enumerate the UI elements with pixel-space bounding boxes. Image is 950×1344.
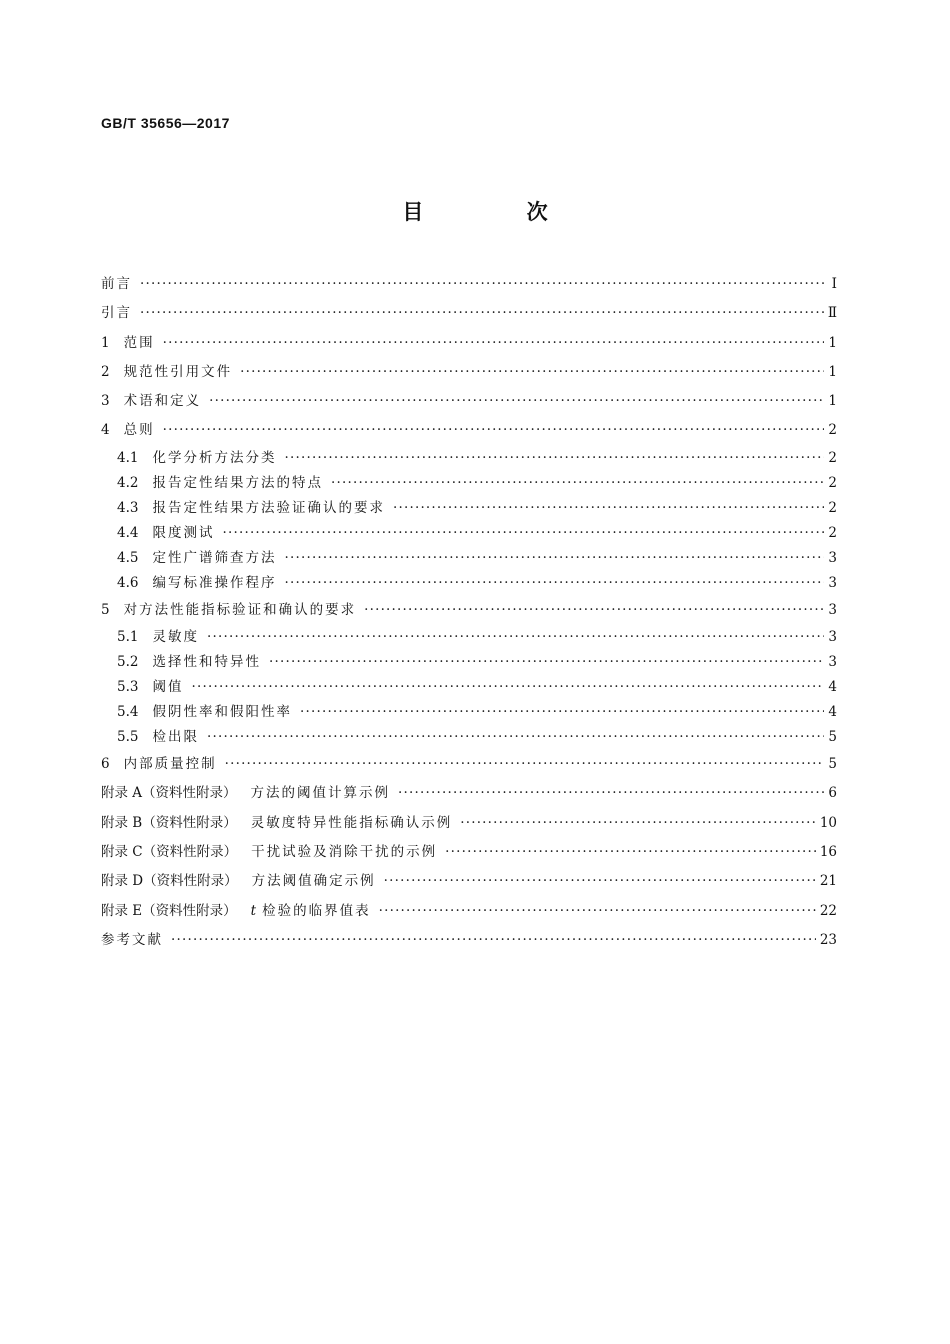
table-of-contents — [101, 270, 837, 955]
toc-number: 1 — [101, 334, 110, 351]
standard-code: GB/T 35656—2017 — [101, 115, 230, 131]
toc-label: 化学分析方法分类 — [152, 449, 277, 466]
toc-number: 4.4 — [117, 524, 139, 541]
toc-entry-4-4[interactable] — [101, 521, 837, 546]
toc-label: 选择性和特异性 — [152, 654, 261, 671]
dot-leader — [209, 387, 824, 416]
toc-entry-preface[interactable] — [101, 270, 837, 299]
toc-number: 4.3 — [117, 499, 139, 516]
toc-entry-6[interactable] — [101, 750, 837, 779]
toc-page: Ⅱ — [827, 305, 837, 322]
toc-page: 5 — [828, 756, 837, 773]
toc-number: 5.4 — [117, 704, 139, 721]
toc-page: 2 — [828, 449, 837, 466]
toc-page: 3 — [828, 601, 837, 618]
toc-page: 16 — [819, 843, 837, 860]
dot-leader — [163, 416, 825, 445]
toc-label: 总则 — [123, 422, 155, 439]
toc-label: 规范性引用文件 — [123, 363, 233, 380]
toc-number: 5.5 — [117, 729, 139, 746]
toc-appendix-prefix: 附录 B（资料性附录） — [101, 814, 237, 831]
dot-leader — [163, 329, 825, 358]
dot-leader — [284, 446, 824, 471]
toc-entry-5-4[interactable] — [101, 700, 837, 725]
toc-number: 4.5 — [117, 549, 139, 566]
dot-leader — [460, 809, 816, 838]
toc-number: 5.3 — [117, 679, 139, 696]
toc-entry-4-5[interactable] — [101, 546, 837, 571]
toc-label: 灵敏度特异性能指标确认示例 — [250, 814, 453, 831]
toc-number: 5.2 — [117, 654, 139, 671]
dot-leader — [300, 700, 824, 725]
toc-entry-5-2[interactable] — [101, 650, 837, 675]
toc-label: 编写标准操作程序 — [152, 574, 277, 591]
dot-leader — [284, 571, 824, 596]
toc-entry-5-1[interactable] — [101, 625, 837, 650]
toc-page: 3 — [828, 549, 837, 566]
dot-leader — [240, 358, 824, 387]
toc-page: 5 — [828, 729, 837, 746]
toc-appendix-prefix: 附录 E（资料性附录） — [101, 902, 237, 919]
toc-entry-appendix-d[interactable] — [101, 867, 837, 896]
toc-page: 21 — [819, 873, 837, 890]
toc-page: 4 — [828, 679, 837, 696]
toc-page: 2 — [828, 422, 837, 439]
toc-label: 报告定性结果方法的特点 — [152, 474, 323, 491]
toc-entry-5-5[interactable] — [101, 725, 837, 750]
dot-leader — [379, 897, 816, 926]
page-title: 目 次 — [402, 200, 596, 224]
toc-page: 3 — [828, 654, 837, 671]
toc-entry-3[interactable] — [101, 387, 837, 416]
toc-entry-4-6[interactable] — [101, 571, 837, 596]
dot-leader — [222, 521, 824, 546]
t-symbol: t — [250, 902, 257, 919]
toc-label: 定性广谱筛查方法 — [152, 549, 277, 566]
toc-entry-1[interactable] — [101, 329, 837, 358]
toc-page: 2 — [828, 474, 837, 491]
toc-page: 2 — [828, 499, 837, 516]
toc-label: 对方法性能指标验证和确认的要求 — [123, 601, 357, 618]
toc-label: 干扰试验及消除干扰的示例 — [251, 843, 438, 860]
toc-number: 2 — [101, 363, 110, 380]
toc-page: 3 — [828, 629, 837, 646]
toc-label: 术语和定义 — [123, 393, 202, 410]
toc-label: 参考文献 — [101, 931, 163, 948]
dot-leader — [191, 675, 824, 700]
toc-label: 引言 — [101, 305, 132, 322]
dot-leader — [331, 471, 824, 496]
toc-entry-4-1[interactable] — [101, 446, 837, 471]
toc-number: 4 — [101, 422, 110, 439]
dot-leader — [398, 779, 824, 808]
dot-leader — [269, 650, 824, 675]
toc-number: 4.1 — [117, 449, 139, 466]
toc-number: 6 — [101, 756, 110, 773]
toc-number: 5.1 — [117, 629, 139, 646]
toc-label: 假阴性率和假阳性率 — [152, 704, 292, 721]
toc-page: 4 — [828, 704, 837, 721]
toc-entry-appendix-e[interactable] — [101, 897, 837, 926]
toc-label: 限度测试 — [152, 524, 215, 541]
toc-page: 10 — [819, 814, 837, 831]
dot-leader — [384, 867, 816, 896]
toc-entry-appendix-b[interactable] — [101, 809, 837, 838]
toc-page: 23 — [819, 931, 837, 948]
toc-entry-2[interactable] — [101, 358, 837, 387]
dot-leader — [284, 546, 824, 571]
dot-leader — [364, 596, 824, 625]
toc-entry-5[interactable] — [101, 596, 837, 625]
dot-leader — [393, 496, 824, 521]
toc-entry-appendix-c[interactable] — [101, 838, 837, 867]
toc-entry-introduction[interactable] — [101, 299, 837, 328]
toc-page: 1 — [828, 334, 837, 351]
dot-leader — [225, 750, 825, 779]
dot-leader — [140, 299, 824, 328]
toc-entry-5-3[interactable] — [101, 675, 837, 700]
toc-entry-references[interactable] — [101, 926, 837, 955]
toc-label: 范围 — [123, 334, 155, 351]
toc-label: 内部质量控制 — [123, 756, 217, 773]
toc-number: 4.2 — [117, 474, 139, 491]
toc-label: 灵敏度 — [152, 629, 199, 646]
toc-number: 3 — [101, 393, 110, 410]
toc-entry-4[interactable] — [101, 416, 837, 445]
toc-page: 1 — [828, 363, 837, 380]
toc-page: 6 — [828, 785, 837, 802]
toc-label: 阈值 — [152, 679, 184, 696]
toc-appendix-prefix: 附录 D（资料性附录） — [101, 873, 238, 890]
toc-label: 前言 — [101, 276, 132, 292]
toc-label: 检验的临界值表 — [262, 902, 371, 919]
toc-appendix-prefix: 附录 C（资料性附录） — [101, 843, 238, 860]
dot-leader — [171, 926, 816, 955]
toc-entry-4-3[interactable] — [101, 496, 837, 521]
dot-leader — [207, 625, 824, 650]
toc-page: 1 — [828, 393, 837, 410]
toc-page: 2 — [828, 524, 837, 541]
dot-leader — [445, 838, 816, 867]
toc-page: 3 — [828, 574, 837, 591]
toc-number: 5 — [101, 601, 110, 618]
toc-appendix-prefix: 附录 A（资料性附录） — [101, 785, 237, 802]
dot-leader — [140, 270, 825, 299]
toc-label: 方法的阈值计算示例 — [250, 785, 391, 802]
toc-label: 检出限 — [152, 729, 199, 746]
toc-page: 22 — [819, 902, 837, 919]
toc-number: 4.6 — [117, 574, 139, 591]
dot-leader — [207, 725, 824, 750]
toc-entry-4-2[interactable] — [101, 471, 837, 496]
toc-label: 报告定性结果方法验证确认的要求 — [152, 499, 385, 516]
toc-entry-appendix-a[interactable] — [101, 779, 837, 808]
toc-label: 方法阈值确定示例 — [251, 873, 376, 890]
toc-page: Ⅰ — [831, 276, 837, 292]
